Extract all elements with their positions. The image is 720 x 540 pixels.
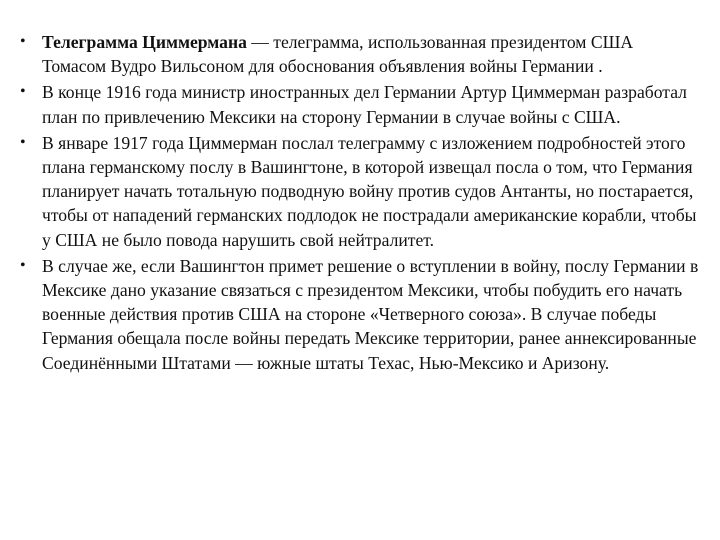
bullet-item-definition: [20, 30, 700, 78]
bullet-list: [20, 30, 700, 377]
bullet-item-plan: [20, 80, 700, 128]
bullet-text: — телеграмма, использованная президентом США Томасом Вудро Вильсоном для обоснования объявления войны Германии .: [42, 32, 634, 77]
bullet-item-proposal: [20, 254, 700, 375]
bullet-icon: •: [20, 256, 26, 274]
bullet-term: Телеграмма Циммермана: [42, 32, 247, 52]
bullet-text: В случае же, если Вашингтон примет решение о вступлении в войну, послу Германии в Мексике дано указание связаться с президентом Мексики, чтобы побудить его начать военные действия против США на стороне «Четверного союза». В случае победы Германия обещала после войны передать Мексике территории, ранее аннексированные Соединёнными Штатами — южные штаты Техас, Нью-Мексико и Аризону.: [42, 255, 699, 373]
bullet-icon: •: [20, 33, 26, 50]
bullet-item-telegram: [20, 131, 700, 252]
bullet-icon: •: [20, 83, 26, 101]
bullet-text: В январе 1917 года Циммерман послал телеграмму с изложением подробностей этого плана германскому послу в Вашингтоне, в которой извещал посла о том, что Германия планирует начать тотальную подводную войну против судов Антанты, но постарается, чтобы от нападений германских подлодок не пострадали американские корабли, чтобы у США не было повода нарушить свой нейтралитет.: [42, 132, 697, 250]
bullet-icon: •: [20, 133, 26, 151]
bullet-text: В конце 1916 года министр иностранных дел Германии Артур Циммерман разработал план по привлечению Мексики на сторону Германии в случае войны с США.: [42, 82, 687, 127]
